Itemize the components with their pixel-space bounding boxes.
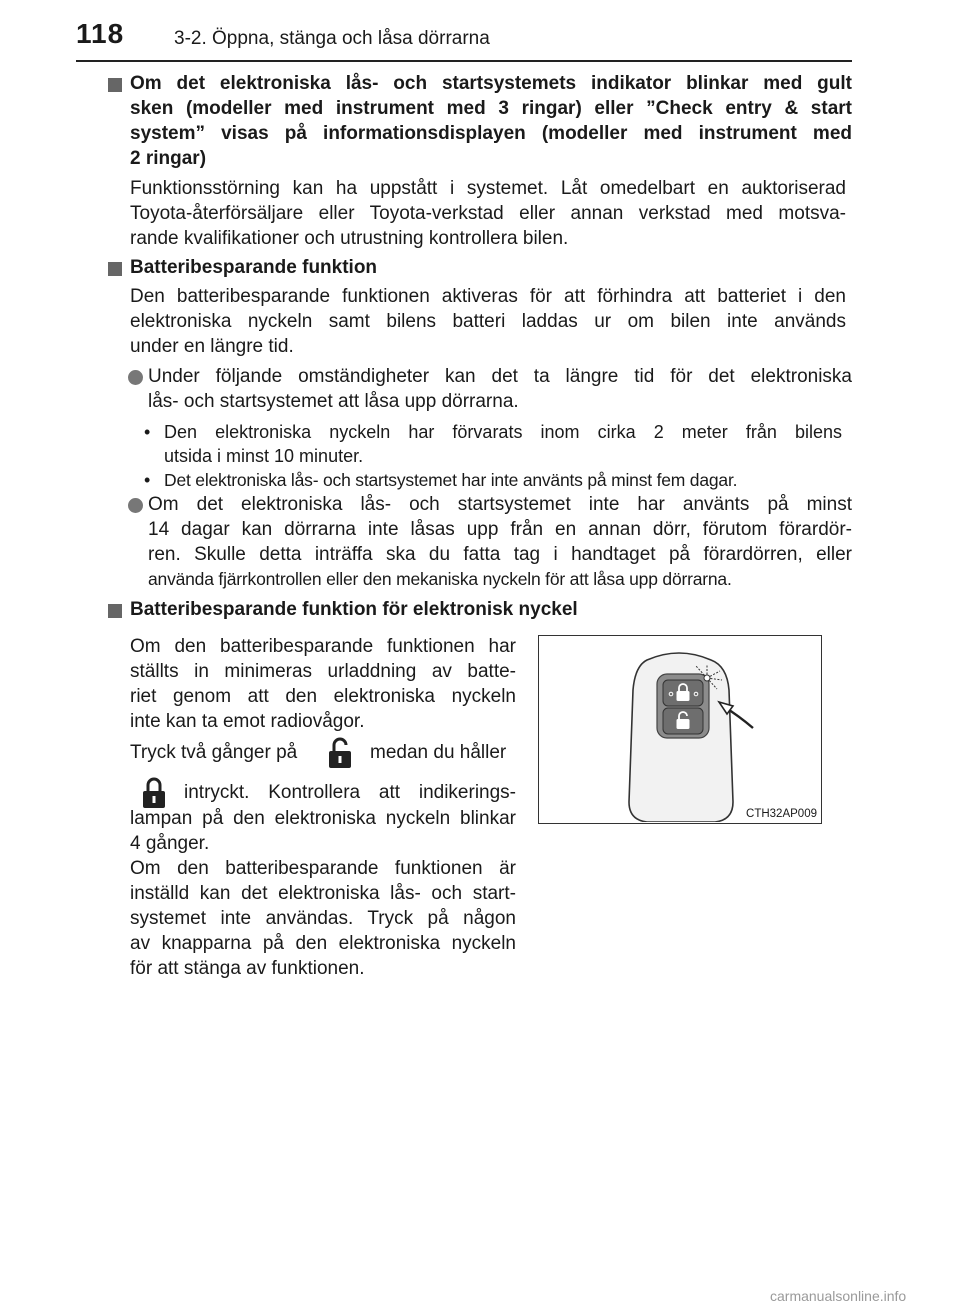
body-line: systemet inte användas. Tryck på någon: [130, 908, 516, 929]
key-fob-figure: [538, 635, 822, 824]
body-line: riet genom att den elektroniska nyckeln: [130, 686, 516, 707]
heading-line: sken (modeller med instrument med 3 ringar) eller ”Check entry & start: [130, 98, 852, 119]
chapter-title: 3-2. Öppna, stänga och låsa dörrarna: [174, 28, 490, 49]
figure-code: CTH32AP009: [746, 808, 817, 820]
watermark: carmanualsonline.info: [770, 1288, 907, 1304]
body-line: inte kan ta emot radiovågor.: [130, 711, 365, 732]
body-line: Om det elektroniska lås- och startsystemet inte har använts på minst: [148, 494, 852, 515]
body-line: elektroniska nyckeln samt bilens batteri laddas ur om bilen inte används: [130, 311, 846, 332]
body-line: Om den batteribesparande funktionen har: [130, 636, 516, 657]
round-bullet-icon: [128, 370, 143, 385]
body-line: Toyota-återförsäljare eller Toyota-verkstad eller annan verkstad med motsva-: [130, 203, 846, 224]
body-line: utsida i minst 10 minuter.: [164, 446, 364, 466]
body-line: ställts in minimeras urladdning av batte-: [130, 661, 516, 682]
section-square-marker: [108, 262, 122, 276]
unlock-icon: [326, 736, 354, 770]
bullet2-text: [148, 492, 852, 591]
section2-body: [130, 284, 846, 359]
sub-bullet-marker: •: [144, 422, 151, 442]
body-line: ren. Skulle detta inträffa ska du fatta tag i handtaget på förardörren, eller: [148, 544, 852, 565]
body-line: lampan på den elektroniska nyckeln blinkar: [130, 808, 516, 829]
sub-bullet1-text: [164, 420, 842, 468]
heading-line: Om det elektroniska lås- och startsystemets indikator blinkar med gult: [130, 73, 852, 94]
key-fob-illustration: [539, 636, 820, 822]
body-line: Den batteribesparande funktionen aktiveras för att förhindra att batteriet i den: [130, 286, 846, 307]
body-line: Den elektroniska nyckeln har förvarats inom cirka 2 meter från bilens: [164, 422, 842, 442]
body-line: använda fjärrkontrollen eller den mekaniska nyckeln för att låsa upp dörrarna.: [148, 569, 732, 589]
bullet1-text: [148, 364, 852, 414]
header-rule: [76, 60, 852, 62]
body-line: lås- och startsystemet att låsa upp dörrarna.: [148, 391, 519, 412]
section3-para2: [130, 806, 516, 981]
body-line: 14 dagar kan dörrarna inte låsas upp från en annan dörr, förutom förardör-: [148, 519, 852, 540]
body-line: Om den batteribesparande funktionen är: [130, 858, 516, 879]
para2-text-c: intryckt. Kontrollera att indikerings-: [184, 782, 516, 803]
body-line: 4 gånger.: [130, 833, 210, 854]
sub-bullet2-text: Det elektroniska lås- och startsystemet har inte använts på minst fem dagar.: [164, 470, 738, 490]
body-line: för att stänga av funktionen.: [130, 958, 365, 979]
section3-para1: [130, 634, 516, 734]
heading-line: 2 ringar): [130, 148, 207, 169]
section1-heading: [130, 71, 852, 171]
section-square-marker: [108, 604, 122, 618]
lock-icon: [140, 776, 168, 810]
body-line: Funktionsstörning kan ha uppstått i systemet. Låt omedelbart en auktoriserad: [130, 178, 846, 199]
round-bullet-icon: [128, 498, 143, 513]
heading-line: system” visas på informationsdisplayen (modeller med instrument med: [130, 123, 852, 144]
page-number: 118: [76, 18, 125, 49]
body-line: inställd kan det elektroniska lås- och start-: [130, 883, 516, 904]
section1-body: [130, 176, 846, 251]
body-line: under en längre tid.: [130, 336, 294, 357]
section-square-marker: [108, 78, 122, 92]
body-line: Under följande omständigheter kan det ta längre tid för det elektroniska: [148, 366, 852, 387]
section3-heading: Batteribesparande funktion för elektronisk nyckel: [130, 599, 578, 620]
sub-bullet-marker: •: [144, 470, 151, 490]
body-line: av knapparna på den elektroniska nyckeln: [130, 933, 516, 954]
body-line: rande kvalifikationer och utrustning kontrollera bilen.: [130, 228, 569, 249]
para2-text-b: medan du håller: [370, 742, 507, 763]
section2-heading: Batteribesparande funktion: [130, 257, 378, 278]
para2-text-a: Tryck två gånger på: [130, 742, 298, 763]
